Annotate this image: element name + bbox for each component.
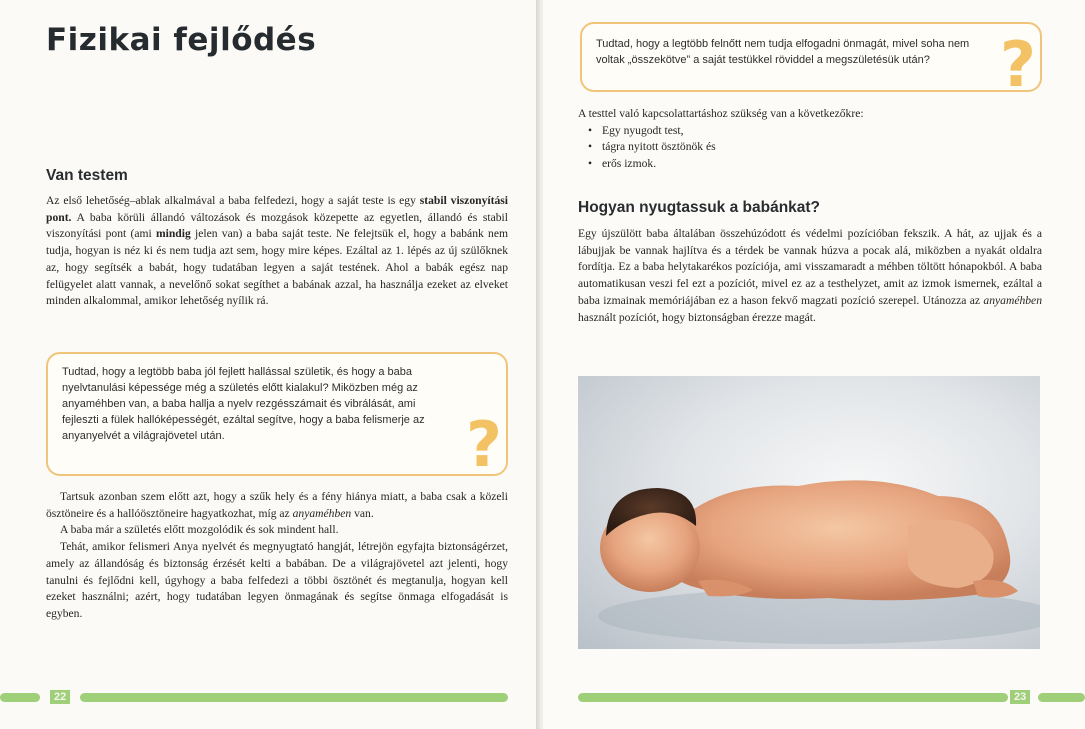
- list-item: • Egy nyugodt test,: [592, 123, 1042, 140]
- page-number: 23: [1010, 690, 1030, 704]
- footer-bar-right: [1038, 693, 1085, 702]
- list-item: • erős izmok.: [592, 156, 1042, 173]
- paragraph-4: Tehát, amikor felismeri Anya nyelvét és megnyugtató hangját, létrejön egyfajta biztonságérzet, amely az állandóság és biztonság érzését kelti a babában. De a világrajövetel azt jelenti, hogy tanulni és fejlődni kell, úgyhogy a baba felfedezi a többi ösztönét és megtanulja, hogyan kell ezeket használni; azért, hogy tudatában legyen önmagának és segítse önmaga elfogadását is egyben.: [46, 540, 508, 620]
- footer-bar-right: [80, 693, 508, 702]
- baby-illustration: [578, 376, 1040, 649]
- page-title: Fizikai fejlődés: [46, 22, 317, 58]
- question-mark-icon: ?: [466, 408, 502, 481]
- section-heading-van-testem: Van testem: [46, 167, 128, 184]
- list-item: • tágra nyitott ösztönök és: [592, 139, 1042, 156]
- footer-bar-left: [578, 693, 1008, 702]
- section-heading-calming: Hogyan nyugtassuk a babánkat?: [578, 199, 821, 216]
- paragraph-calming: Egy újszülött baba általában összehúzódott és védelmi pozícióban fekszik. A hát, az ujjak és a lábujjak be vannak hajlítva és a térdek be vannak húzva a pocak alá, miközben a nyakát oldalra fordítja. Ez a baba helytakarékos pozíciója, ami visszamaradt a méhben töltött hónapokból. A baba automatikusan veszi fel ezt a pozíciót, mivel ez az a testhelyzet, amit az izmok ismernek, ezáltal a baba izmainak memóriájában ez a hason fekvő magzati pozíció szerepel. Utánozza az anyaméhben használt pozíciót, hogy biztonságban érezze magát.: [578, 227, 1042, 324]
- footer-bar-left: [0, 693, 40, 702]
- body-intro: [578, 106, 1042, 173]
- paragraph-1: Az első lehetőség–ablak alkalmával a baba felfedezi, hogy a saját teste is egy stabil viszonyítási pont. A baba körüli állandó változások és mozgások közepette az egyetlen, állandó és stabil viszonyítási pont (ami mindig jelen van) a baba saját teste. Ne felejtsük el, hogy a babánk nem tudja, hogyan is néz ki és nem tudja azt sem, hogy mire képes. Ezáltal az 1. lépés az új szülőknek az, hogy segítsék a babát, hogy tudatában legyen a saját testének. Ahol a babák egész nap felügyelet alatt vannak, a nevelőnő sokat segíthet a babának azzal, ha használja ezeket az elveket minden alkalommal, amikor lehetőség nyílik rá.: [46, 194, 508, 308]
- page-number: 22: [50, 690, 70, 704]
- question-mark-icon: ?: [1000, 28, 1036, 101]
- paragraph-2: Tartsuk azonban szem előtt azt, hogy a szűk hely és a fény hiánya miatt, a baba csak a közeli ösztöneire és a hallóösztöneire hagyatkozhat, míg az anyaméhben van. A baba már a születés előtt mozgolódik és sok mindent hall. Tehát, amikor felismeri Anya nyelvét és megnyugtató hangját, létrejön egyfajta biztonságérzet, amely az állandóság és biztonság érzését kelti a babában. De a világrajövetel azt jelenti, hogy tanulni és fejlődni kell, úgyhogy a baba felfedezi a többi ösztönét és megtanulja, hogyan kell ezeket használni; azért, hogy tudatában legyen önmagának és segítse önmaga elfogadását is egyben.: [46, 489, 508, 623]
- paragraph-3: A baba már a születés előtt mozgolódik és sok mindent hall.: [60, 523, 339, 537]
- bullet-list: [578, 123, 1042, 173]
- info-box-self-acceptance: [580, 22, 1042, 92]
- info-box-text: Tudtad, hogy a legtöbb felnőtt nem tudja elfogadni önmagát, mivel soha nem voltak „összekötve” a saját testükkel röviddel a megszületésük után?: [596, 38, 970, 66]
- left-page: [0, 0, 540, 729]
- info-box-hearing: [46, 352, 508, 481]
- intro-text: A testtel való kapcsolattartáshoz szükség van a következőkre:: [578, 107, 864, 120]
- info-box-text: Tudtad, hogy a legtöbb baba jól fejlett hallással születik, és hogy a baba nyelvtanulási képessége még a születés előtt kialakul? Miközben még az anyaméhben van, a baba hallja a nyelv rezgésszámait és vibrálását, ami fejleszti a fülek hallóképességét, ezáltal segítve, hogy a baba felismerje az anyanyelvét a világrajövetel után.: [62, 366, 425, 442]
- right-page: [543, 0, 1085, 729]
- sleeping-baby-photo: [578, 376, 1040, 649]
